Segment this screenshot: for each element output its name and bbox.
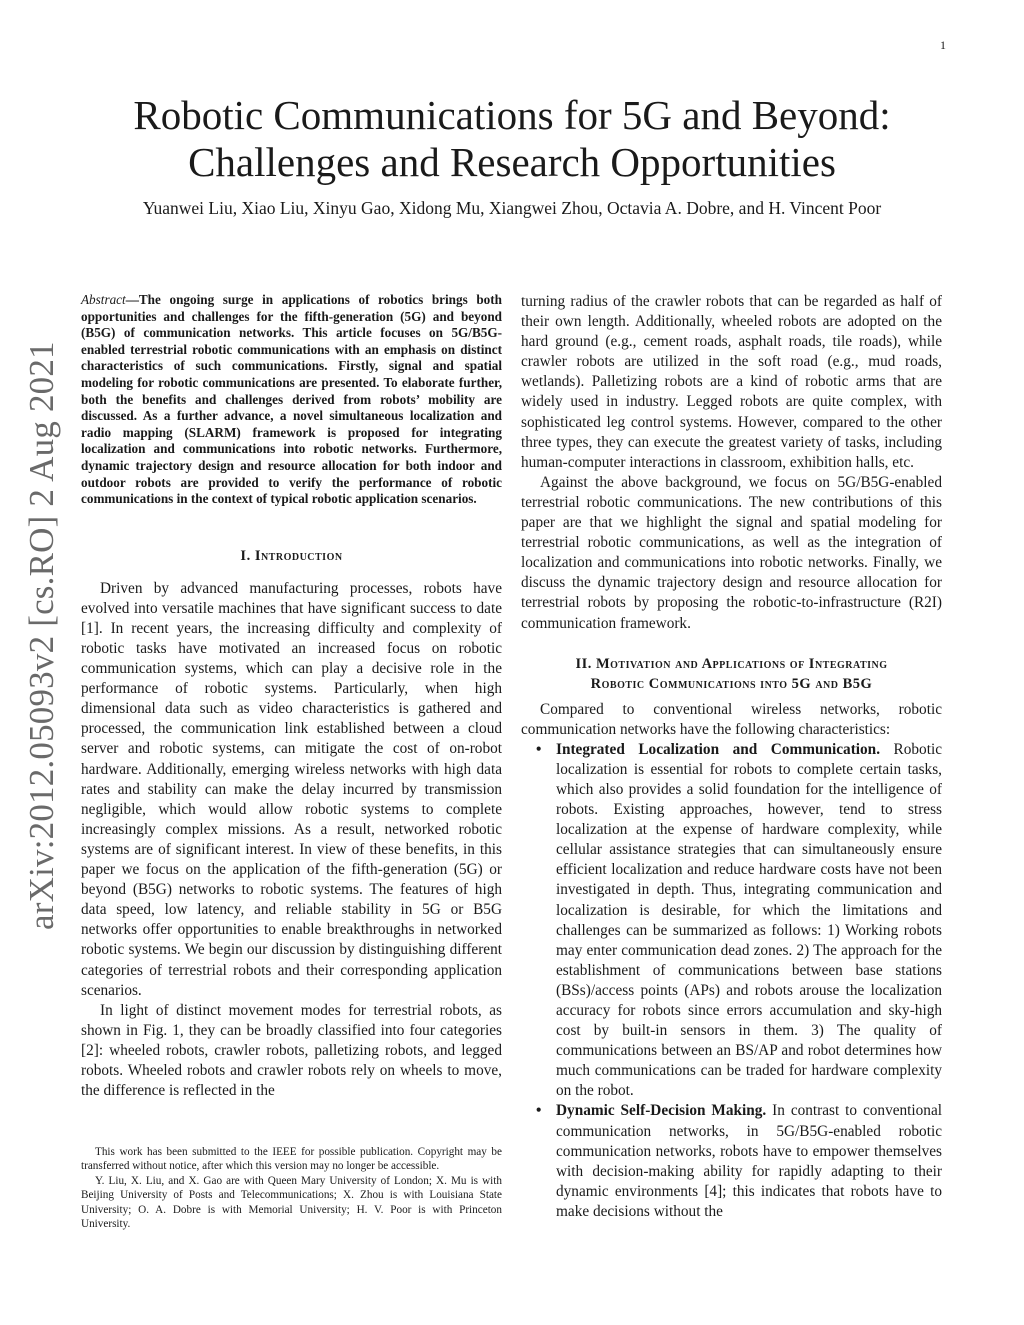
left-column bbox=[81, 292, 502, 1101]
section-heading-line-1: II. Motivation and Applications of Integrating bbox=[575, 655, 888, 672]
paragraph-continuation: turning radius of the crawler robots that can be regarded as half of their own length. Additionally, wheeled robots are adopted on the hard ground (e.g., cement roads, asphalt roads, tile roads), while crawler robots are utilized in the soft road (e.g., mud roads, wetlands). Palletizing robots are a kind of robotic arms that are widely used in industry. Legged robots are quite complex, with sophisticated leg control systems. However, compared to the other three types, they can execute the greatest variety of tasks, including human-computer interactions in classroom, exhibition halls, etc. bbox=[521, 293, 942, 471]
list-item bbox=[521, 1101, 942, 1222]
abstract bbox=[81, 292, 502, 508]
list-item bbox=[521, 740, 942, 1102]
abstract-label: Abstract bbox=[81, 292, 126, 307]
right-column bbox=[521, 292, 942, 1222]
page-number: 1 bbox=[940, 38, 946, 52]
author-list: Yuanwei Liu, Xiao Liu, Xinyu Gao, Xidong Mu, Xiangwei Zhou, Octavia A. Dobre, and H. Vincent Poor bbox=[142, 198, 882, 218]
section-heading-line-2: Robotic Communications into 5G and B5G bbox=[590, 675, 873, 692]
bullet-icon: • bbox=[536, 740, 542, 758]
list-item-text: In contrast to conventional communication networks, in 5G/B5G-enabled robotic communication networks, robots have to empower themselves with decision-making ability for rapidly adapting to their dynamic environments [4]; this indicates that robots have to make decisions without the bbox=[556, 1102, 942, 1220]
paragraph: Driven by advanced manufacturing processes, robots have evolved into versatile machines that have significant success to date [1]. In recent years, the increasing difficulty and complexity of robotic tasks have motivated an increased focus on robotic communication systems, which can play a decisive role in the performance of robotic systems. Particularly, when high dimensional data such as video characteristics is gathered and processed, the communication link established between a cloud server and robotic systems, can mitigate the cost of on-robot hardware. Additionally, emerging wireless networks with high data rates and stability can make the delay incurred by transmission negligible, which would allow robotic systems to complete increasingly complex missions. As a result, networked robotic systems are of significant interest. In view of these benefits, in this paper we focus on the application of the fifth-generation (5G) or beyond (B5G) networks to robotic systems. The features of high data speed, low latency, and reliable stability in 5G or B5G networks offer opportunities to enable breakthroughs in networked robotic systems. We begin our discussion by distinguishing different categories of terrestrial robots and their corresponding application scenarios. bbox=[81, 579, 502, 999]
list-item-title: Dynamic Self-Decision Making. bbox=[556, 1102, 767, 1120]
section-heading-text: I. Introduction bbox=[240, 547, 343, 564]
arxiv-identifier: arXiv:2012.05093v2 [cs.RO] 2 Aug 2021 bbox=[22, 341, 61, 930]
abstract-text: —The ongoing surge in applications of robotics brings both opportunities and challenges for the fifth-generation (5G) and beyond (B5G) of communication networks. This article focuses on 5G/B5G-enabled terrestrial robotic communications with an emphasis on distinct characteristics of such communications. Firstly, signal and spatial modeling for robotic communications are presented. To elaborate further, both the benefits and challenges derived from robots’ mobility are discussed. As a further advance, a novel simultaneous localization and radio mapping (SLARM) framework is proposed for integrating localization and communications into robotic networks. Furthermore, dynamic trajectory design and resource allocation for both indoor and outdoor robots are provided to verify the performance of robotic communications in the context of typical robotic application scenarios. bbox=[81, 292, 502, 507]
title-line-2: Challenges and Research Opportunities bbox=[188, 139, 836, 185]
footnote-affiliations: Y. Liu, X. Liu, and X. Gao are with Queen Mary University of London; X. Mu is with Beijing University of Posts and Telecommunications; X. Zhou is with Louisiana State University; O. A. Dobre is with Memorial University; H. V. Poor is with Princeton University. bbox=[81, 1174, 502, 1231]
paper-title bbox=[40, 92, 984, 186]
characteristics-list bbox=[521, 740, 942, 1222]
paragraph: Against the above background, we focus on 5G/B5G-enabled terrestrial robotic communications. The new contributions of this paper are that we highlight the signal and spatial modeling for terrestrial robotic communications, as well as the integration of localization and communications into robotic networks. Finally, we discuss the dynamic trajectory design and resource allocation for terrestrial robots by proposing the robotic-to-infrastructure (R2I) communication framework. bbox=[521, 473, 942, 632]
footnotes bbox=[81, 1145, 502, 1231]
paragraph: Compared to conventional wireless networks, robotic communication networks have the following characteristics: bbox=[521, 700, 942, 738]
footnote-submission: This work has been submitted to the IEEE for possible publication. Copyright may be transferred without notice, after which this version may no longer be accessible. bbox=[81, 1146, 502, 1173]
section-heading-introduction bbox=[81, 548, 502, 565]
bullet-icon: • bbox=[536, 1102, 542, 1120]
paragraph: In light of distinct movement modes for terrestrial robots, as shown in Fig. 1, they can be broadly classified into four categories [2]: wheeled robots, crawler robots, palletizing robots, and legged robots. Wheeled robots and crawler robots rely on wheels to move, the difference is reflected in the bbox=[81, 1001, 502, 1100]
section-heading-motivation bbox=[521, 654, 942, 694]
title-line-1: Robotic Communications for 5G and Beyond: bbox=[133, 92, 891, 138]
list-item-title: Integrated Localization and Communication. bbox=[556, 740, 881, 758]
list-item-text: Robotic localization is essential for robots to complete certain tasks, which also provides a solid foundation for the intelligence of robots. Existing approaches, however, tend to stress localization at the expense of hardware complexity, while cellular assistance strategies that can simultaneously ensure efficient localization and reduce hardware costs have not been investigated in depth. Thus, integrating communication and localization is desirable, for which the limitations and challenges can be summarized as follows: 1) Working robots may enter communication dead zones. 2) The approach for the establishment of communications between base stations (BSs)/access points (APs) and robots arouse the localization accuracy for robots since errors accumulation and sky-high cost by built-in sensors in them. 3) The quality of communications between an BS/AP and robot determines how much communications can be traded for hardware complexity on the robot. bbox=[556, 740, 942, 1100]
